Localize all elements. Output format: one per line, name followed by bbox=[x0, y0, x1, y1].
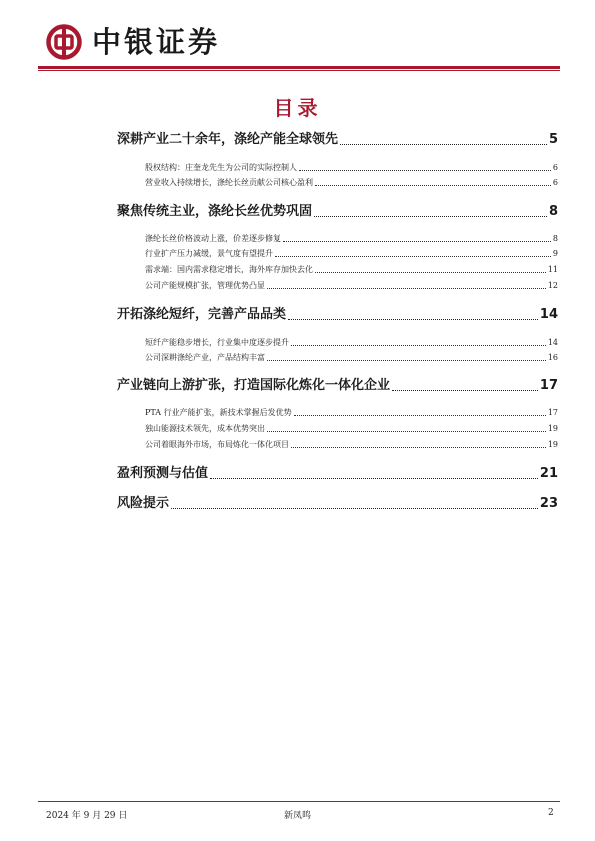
toc-page-number: 21 bbox=[539, 466, 558, 481]
toc-page-number: 12 bbox=[547, 281, 558, 290]
toc-page-number: 17 bbox=[539, 378, 558, 393]
toc-item-title: 营业收入持续增长，涤纶长丝贡献公司核心盈利 bbox=[145, 178, 313, 187]
toc-page-number: 8 bbox=[548, 204, 558, 219]
toc-leader-dots bbox=[392, 389, 538, 391]
toc-section-entry[interactable] bbox=[117, 377, 558, 395]
toc-leader-dots bbox=[299, 169, 551, 171]
toc-page-number: 8 bbox=[552, 234, 558, 243]
toc-leader-dots bbox=[267, 359, 546, 361]
toc-page-number: 19 bbox=[547, 424, 558, 433]
toc-item-entry[interactable] bbox=[145, 407, 558, 419]
toc-leader-dots bbox=[210, 477, 538, 479]
toc-section-entry[interactable] bbox=[117, 131, 558, 149]
footer-page-number: 2 bbox=[548, 808, 554, 818]
footer-divider bbox=[38, 801, 560, 802]
toc-section-entry[interactable] bbox=[117, 306, 558, 324]
toc-section-entry[interactable] bbox=[117, 465, 558, 483]
toc-leader-dots bbox=[267, 430, 546, 432]
toc-page-number: 23 bbox=[539, 496, 558, 511]
toc-item-entry[interactable] bbox=[145, 233, 558, 245]
toc-item-title: 短纤产能稳步增长，行业集中度逐步提升 bbox=[145, 338, 289, 347]
footer-company-name: 新凤鸣 bbox=[283, 811, 311, 821]
header-divider-thin bbox=[38, 70, 560, 71]
toc-page-number: 6 bbox=[552, 178, 558, 187]
toc-item-title: 公司着眼海外市场，布局炼化一体化项目 bbox=[145, 440, 289, 449]
toc-leader-dots bbox=[288, 318, 538, 320]
toc-item-title: 独山能源技术领先，成本优势突出 bbox=[145, 424, 265, 433]
toc-title: 目录 bbox=[273, 96, 322, 120]
toc-item-entry[interactable] bbox=[145, 264, 558, 276]
toc-item-entry[interactable] bbox=[145, 439, 558, 451]
toc-leader-dots bbox=[267, 287, 546, 289]
toc-item-title: 股权结构：庄奎龙先生为公司的实际控制人 bbox=[145, 163, 297, 172]
toc-page-number: 11 bbox=[547, 265, 558, 274]
toc-item-entry[interactable] bbox=[145, 423, 558, 435]
toc-leader-dots bbox=[291, 344, 546, 346]
toc-item-entry[interactable] bbox=[145, 337, 558, 349]
toc-leader-dots bbox=[283, 240, 551, 242]
toc-leader-dots bbox=[294, 414, 546, 416]
header-divider bbox=[38, 66, 560, 69]
toc-page-number: 5 bbox=[548, 132, 558, 147]
toc-item-entry[interactable] bbox=[145, 177, 558, 189]
toc-section-title: 开拓涤纶短纤，完善产品品类 bbox=[117, 307, 287, 322]
toc-section-title: 产业链向上游扩张，打造国际化炼化一体化企业 bbox=[117, 378, 391, 393]
toc-item-entry[interactable] bbox=[145, 280, 558, 292]
toc-page-number: 19 bbox=[547, 440, 558, 449]
toc-section-entry[interactable] bbox=[117, 203, 558, 221]
toc-page-number: 14 bbox=[547, 338, 558, 347]
toc-leader-dots bbox=[275, 255, 551, 257]
toc-item-title: PTA 行业产能扩张，新技术掌握后发优势 bbox=[145, 408, 292, 417]
toc-leader-dots bbox=[340, 143, 547, 145]
toc-page-number: 6 bbox=[552, 163, 558, 172]
toc-section-entry[interactable] bbox=[117, 495, 558, 513]
toc-leader-dots bbox=[315, 271, 546, 273]
toc-item-title: 公司产能规模扩张，管理优势凸显 bbox=[145, 281, 265, 290]
toc-page-number: 17 bbox=[547, 408, 558, 417]
toc-item-title: 需求端：国内需求稳定增长，海外库存加快去化 bbox=[145, 265, 313, 274]
brand-name: 中银证券 bbox=[92, 25, 221, 59]
toc-section-title: 盈利预测与估值 bbox=[117, 466, 209, 481]
toc-page-number: 9 bbox=[552, 249, 558, 258]
page-header bbox=[0, 0, 595, 70]
toc-item-title: 公司深耕涤纶产业，产品结构丰富 bbox=[145, 353, 265, 362]
toc-leader-dots bbox=[315, 184, 551, 186]
toc-leader-dots bbox=[314, 215, 547, 217]
toc-page-number: 16 bbox=[547, 353, 558, 362]
footer-date: 2024 年 9 月 29 日 bbox=[46, 811, 128, 821]
toc-section-title: 风险提示 bbox=[117, 496, 170, 511]
toc-item-title: 行业扩产压力减缓，景气度有望提升 bbox=[145, 249, 273, 258]
toc-item-entry[interactable] bbox=[145, 162, 558, 174]
toc-section-title: 深耕产业二十余年，涤纶产能全球领先 bbox=[117, 132, 339, 147]
toc-item-title: 涤纶长丝价格波动上涨，价差逐步修复 bbox=[145, 234, 281, 243]
toc-item-entry[interactable] bbox=[145, 248, 558, 260]
toc-page-number: 14 bbox=[539, 307, 558, 322]
bank-of-china-logo-icon bbox=[46, 24, 82, 60]
toc-leader-dots bbox=[171, 507, 538, 509]
toc-section-title: 聚焦传统主业，涤纶长丝优势巩固 bbox=[117, 204, 313, 219]
toc-item-entry[interactable] bbox=[145, 352, 558, 364]
toc-leader-dots bbox=[291, 446, 546, 448]
